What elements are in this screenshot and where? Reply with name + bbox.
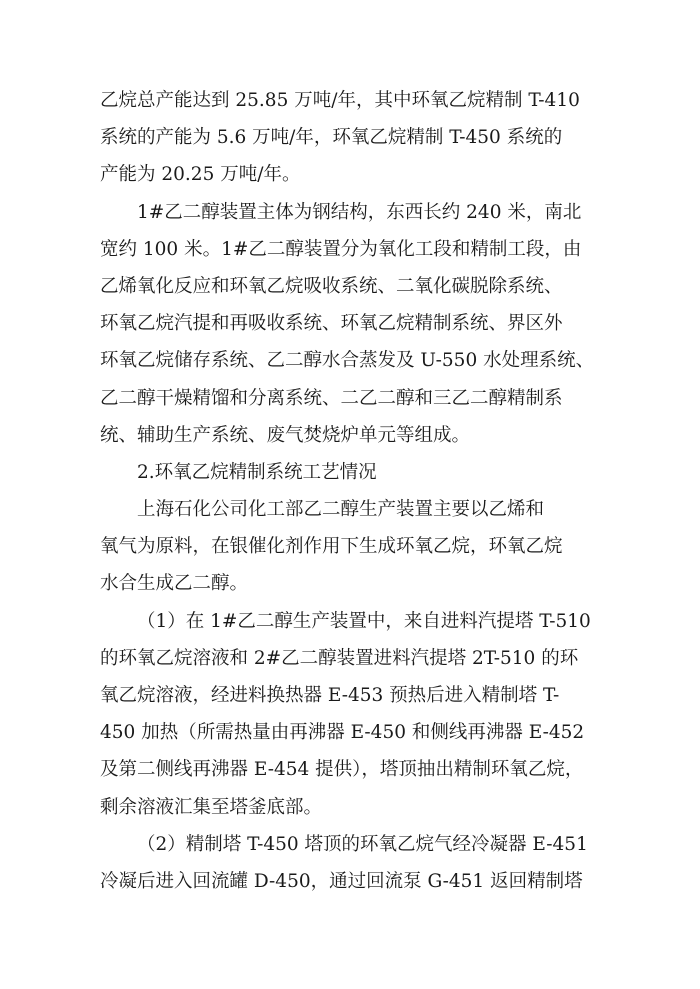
text-line: 环氧乙烷汽提和再吸收系统、环氧乙烷精制系统、界区外 <box>100 313 563 335</box>
text-line: 的环氧乙烷溶液和 2#乙二醇装置进料汽提塔 2T-510 的环 <box>100 647 579 669</box>
text-line: 宽约 100 米。1#乙二醇装置分为氧化工段和精制工段，由 <box>100 238 582 260</box>
text-line: （1）在 1#乙二醇生产装置中，来自进料汽提塔 T-510 <box>137 610 591 632</box>
text-line: 乙烷总产能达到 25.85 万吨/年，其中环氧乙烷精制 T-410 <box>100 90 580 111</box>
text-line: （2）精制塔 T-450 塔顶的环氧乙烷气经冷凝器 E-451 <box>137 833 588 855</box>
text-line: 乙二醇干燥精馏和分离系统、二乙二醇和三乙二醇精制系 <box>100 387 563 409</box>
text-line: 1#乙二醇装置主体为钢结构，东西长约 240 米，南北 <box>137 201 582 223</box>
document-body <box>100 82 604 900</box>
text-line: 系统的产能为 5.6 万吨/年，环氧乙烷精制 T-450 系统的 <box>100 127 563 149</box>
text-line: 冷凝后进入回流罐 D-450，通过回流泵 G-451 返回精制塔 <box>100 870 583 892</box>
text-line: 水合生成乙二醇。 <box>100 573 249 595</box>
text-line: 统、辅助生产系统、废气焚烧炉单元等组成。 <box>100 424 471 446</box>
text-line: 及第二侧线再沸器 E-454 提供），塔顶抽出精制环氧乙烷， <box>100 759 584 781</box>
text-line: 产能为 20.25 万吨/年。 <box>100 164 301 186</box>
text-line: 氧乙烷溶液，经进料换热器 E-453 预热后进入精制塔 T- <box>100 685 560 706</box>
text-line: 环氧乙烷储存系统、乙二醇水合蒸发及 U-550 水处理系统、 <box>100 350 595 372</box>
section-heading: 2.环氧乙烷精制系统工艺情况 <box>137 461 377 483</box>
text-line: 上海石化公司化工部乙二醇生产装置主要以乙烯和 <box>137 499 545 521</box>
text-line: 450 加热（所需热量由再沸器 E-450 和侧线再沸器 E-452 <box>100 722 585 744</box>
text-line: 乙烯氧化反应和环氧乙烷吸收系统、二氧化碳脱除系统、 <box>100 275 563 297</box>
text-line: 剩余溶液汇集至塔釜底部。 <box>100 796 323 818</box>
text-line: 氧气为原料，在银催化剂作用下生成环氧乙烷，环氧乙烷 <box>100 536 563 558</box>
